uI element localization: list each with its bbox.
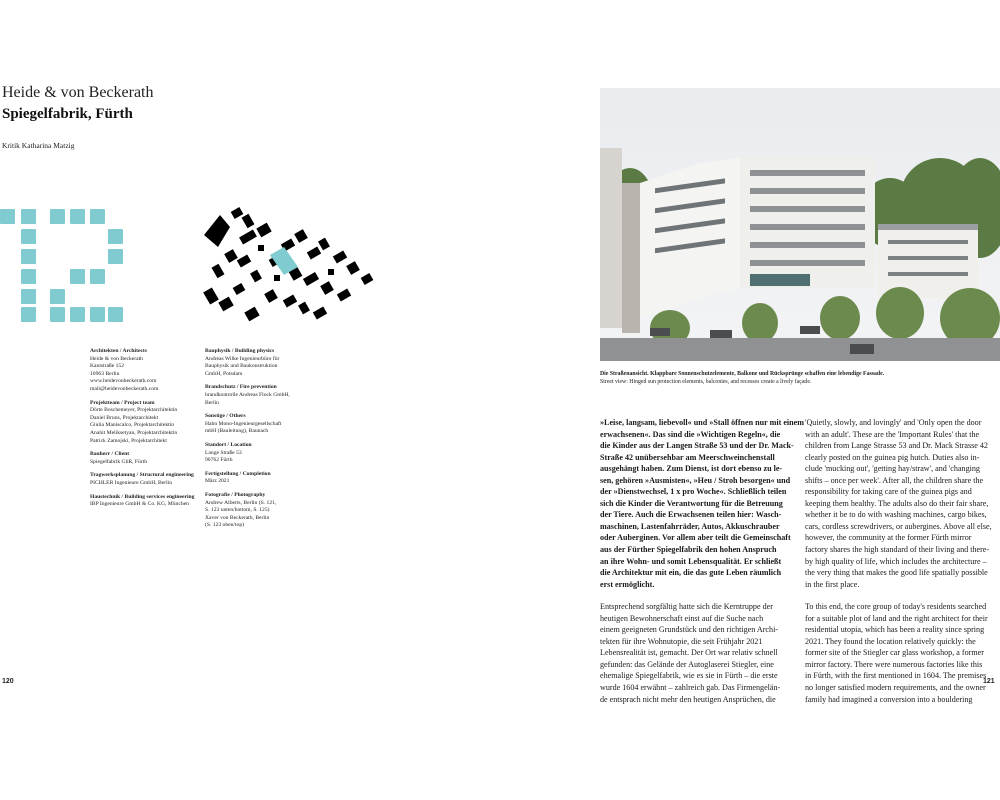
paragraph: Entsprechend sorgfältig hatte sich die Kerntruppe der heutigen Bewohnerschaft einst auf die Suche nach einem geeigneten Grundstück und den richtigen Archi- tekten für ihre Wohnutopie, die seit Frühjahr 2021 Lebensrealität ist, gemacht. Der Ort war relativ schnell gefunden: das Gelände der Autoglaserei Stiegler, eine ehemalige Spiegelfabrik, wie es sie in Fürth – die erste wurde 1604 erwähnt – zahlreich gab. Das Firmengelän- de entsprach nicht mehr den heutigen Ansprüchen, die xyxy=(600,602,781,704)
critic-byline: Kritik Katharina Matzig xyxy=(2,141,75,150)
body-text-german xyxy=(600,417,805,716)
site-plan-graphic xyxy=(200,205,380,330)
project-number-graphic xyxy=(0,209,124,321)
paragraph: To this end, the core group of today's residents searched for a suitable plot of land and the right architect for their residential utopia, which has been a reality since spring 2021. They found the location relatively quickly: the former site of the Stiegler car glass workshop, a former mirror factory. There were numerous factories like this in Fürth, with the first mentioned in 1604. The premises no longer satisfied modern requirements, and the owner family had imagined a conversion into a bouldering xyxy=(805,602,988,704)
project-title: Spiegelfabrik, Fürth xyxy=(2,106,133,122)
architects-heading: Heide & von Beckerath xyxy=(2,84,154,101)
body-text-english xyxy=(805,417,1000,716)
plan-building xyxy=(204,215,230,247)
paragraph: »Leise, langsam, liebevoll« und »Stall öffnen nur mit einem erwachsenen«. Das sind die »Wichtigen Regeln«, die die Kinder aus der Langen Straße 53 und der Dr. Mack- Straße 42 unübersehbar am Meerschweinchenstall ausgehängt haben. Zum Dienst, ist dort ebenso zu le- sen, gehören »Ausmisten«, »Heu / Stroh besorgen« und der »Dienstwechsel, 1 x pro Woche«. Schließlich teilen sich die Kinder die Verantwortung für die Betreuung der Tiere. Auch die Erwachsenen teilen hier: Wasch- maschinen, Lastenfahrräder, Autos, Akkuschrauber oder Auberginen. Vor allem aber teilt die Gemeinschaft aus der Fürther Spiegelfabrik den hohen Anspruch an ihre Wohn- und somit Lebensqualität. Er schließt die Architektur mit ein, die das gute Leben räumlich erst ermöglicht. xyxy=(600,418,805,589)
page-number-right: 121 xyxy=(983,678,995,685)
paragraph: 'Quietly, slowly, and lovingly' and 'Only open the door with an adult'. These are the 'Important Rules' that the children from Lange Strasse 53 and Dr. Mack Strasse 42 clearly posted on the guinea pig hutch. Duties also in- clude 'mucking out', 'getting hay/straw', and 'changing shifts – once per week'. After all, the children share the responsibility for taking care of the guinea pigs and keeping them healthy. The adults also do their fair share, whether it be to do with washing machines, cargo bikes, cars, cordless screwdrivers, or aubergines. Above all else, however, the community at the former Fürth mirror factory shares the high standard of their living and there- by high quality of life, which includes the architecture – the very thing that makes the good life spatially possible in the first place. xyxy=(805,418,992,589)
credits-column-a: Architekten / Architects Heide & von Beckerath Kantstraße 152 10963 Berlin www.heidevonbeckerath.com mail@heidevonbeckerath.com Projektteam / Project team Dörte Boschemeyer, Projektarchitektin Daniel Bruns, Projektarchitekt Giulia Maniscalco, Projektarchitektin Anahit Meliksetyan, Projektarchitektin Patrick Zamojski, Projektarchitekt Bauherr / Client Spiegelfabrik GbR, Fürth Tragwerksplanung / Structural engineering PICHLER Ingenieure GmbH, Berlin Haustechnik / Building services engineering IBP Ingenieure GmbH & Co. KG, München xyxy=(90,348,195,508)
credits-column-b: Bauphysik / Building physics Andreas Wilke Ingenieurbüro für Bauphysik und Baukonstruktion GmbH, Potsdam Brandschutz / Fire prevention brandkontrolle Andreas Flock GmbH, Berlin Sonstige / Others Hahn Mono-Ingenieurgesellschaft mbH (Bauleitung), Baunach Standort / Location Lange Straße 53 90762 Fürth Fertigstellung / Completion März 2021 Fotografie / Photography Andrew Alberts, Berlin (S. 121, S. 123 unten/bottom, S. 125) Xaver von Beckerath, Berlin (S. 123 oben/top) xyxy=(205,348,290,529)
page-number-left: 120 xyxy=(2,678,14,685)
photo-caption xyxy=(600,370,1000,386)
street-view-photo xyxy=(600,88,1000,361)
caption-german: Die Straßenansicht. Klappbare Sonnenschutzelemente, Balkone und Rücksprünge schaffen eine lebendige Fassade. xyxy=(600,371,885,377)
caption-english: Street view: Hinged sun protection elements, balconies, and recesses create a lively façade. xyxy=(600,379,812,385)
